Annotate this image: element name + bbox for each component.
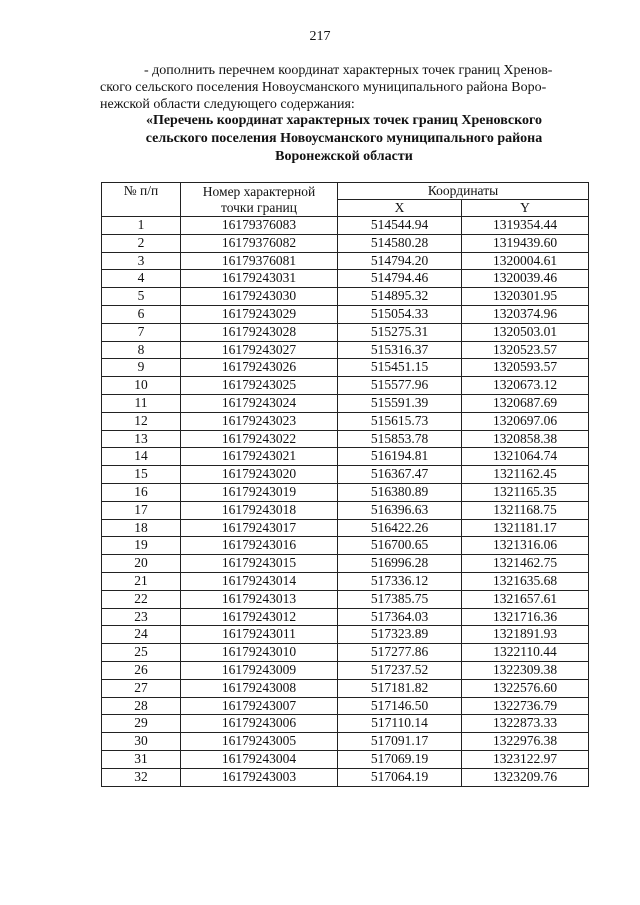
cell-point: 16179243022 bbox=[181, 430, 338, 448]
cell-x: 514580.28 bbox=[338, 234, 462, 252]
cell-point: 16179243010 bbox=[181, 644, 338, 662]
cell-point: 16179243015 bbox=[181, 555, 338, 573]
header-point bbox=[181, 183, 338, 217]
table-row bbox=[102, 644, 589, 662]
cell-num: 10 bbox=[102, 377, 181, 395]
cell-point: 16179243017 bbox=[181, 519, 338, 537]
table-row bbox=[102, 448, 589, 466]
cell-num: 16 bbox=[102, 483, 181, 501]
cell-num: 17 bbox=[102, 501, 181, 519]
table-row bbox=[102, 626, 589, 644]
cell-y: 1319439.60 bbox=[462, 234, 589, 252]
cell-point: 16179243027 bbox=[181, 341, 338, 359]
cell-x: 514794.20 bbox=[338, 252, 462, 270]
cell-y: 1320687.69 bbox=[462, 394, 589, 412]
table-row bbox=[102, 359, 589, 377]
cell-point: 16179243023 bbox=[181, 412, 338, 430]
cell-x: 516700.65 bbox=[338, 537, 462, 555]
cell-x: 515275.31 bbox=[338, 323, 462, 341]
table-row bbox=[102, 697, 589, 715]
coordinates-table bbox=[101, 182, 589, 787]
cell-point: 16179243024 bbox=[181, 394, 338, 412]
cell-y: 1320858.38 bbox=[462, 430, 589, 448]
cell-point: 16179243007 bbox=[181, 697, 338, 715]
cell-x: 516194.81 bbox=[338, 448, 462, 466]
page-number: 217 bbox=[309, 29, 331, 44]
cell-x: 515451.15 bbox=[338, 359, 462, 377]
table-body bbox=[102, 217, 589, 787]
cell-num: 26 bbox=[102, 661, 181, 679]
cell-point: 16179243013 bbox=[181, 590, 338, 608]
cell-num: 4 bbox=[102, 270, 181, 288]
cell-y: 1321716.36 bbox=[462, 608, 589, 626]
cell-y: 1320039.46 bbox=[462, 270, 589, 288]
cell-x: 517237.52 bbox=[338, 661, 462, 679]
cell-y: 1322110.44 bbox=[462, 644, 589, 662]
title-line-3: Воронежской области bbox=[275, 149, 413, 164]
table-row bbox=[102, 661, 589, 679]
cell-x: 514895.32 bbox=[338, 288, 462, 306]
cell-y: 1321162.45 bbox=[462, 466, 589, 484]
cell-num: 28 bbox=[102, 697, 181, 715]
cell-num: 6 bbox=[102, 305, 181, 323]
table-row bbox=[102, 555, 589, 573]
table-title bbox=[100, 112, 588, 166]
cell-x: 515591.39 bbox=[338, 394, 462, 412]
table-row bbox=[102, 323, 589, 341]
cell-num: 23 bbox=[102, 608, 181, 626]
cell-num: 27 bbox=[102, 679, 181, 697]
header-point-line-1: Номер характерной bbox=[202, 183, 316, 199]
cell-num: 8 bbox=[102, 341, 181, 359]
cell-point: 16179243029 bbox=[181, 305, 338, 323]
cell-y: 1320697.06 bbox=[462, 412, 589, 430]
table-row bbox=[102, 715, 589, 733]
cell-num: 21 bbox=[102, 572, 181, 590]
table-row bbox=[102, 501, 589, 519]
cell-num: 12 bbox=[102, 412, 181, 430]
cell-y: 1322873.33 bbox=[462, 715, 589, 733]
table-row bbox=[102, 430, 589, 448]
table-row bbox=[102, 252, 589, 270]
table-row bbox=[102, 733, 589, 751]
cell-num: 22 bbox=[102, 590, 181, 608]
table-row bbox=[102, 412, 589, 430]
table-header bbox=[102, 183, 589, 217]
cell-y: 1321064.74 bbox=[462, 448, 589, 466]
cell-y: 1322976.38 bbox=[462, 733, 589, 751]
cell-y: 1321316.06 bbox=[462, 537, 589, 555]
cell-point: 16179243014 bbox=[181, 572, 338, 590]
table-row bbox=[102, 234, 589, 252]
cell-point: 16179243019 bbox=[181, 483, 338, 501]
table-row bbox=[102, 466, 589, 484]
cell-point: 16179243031 bbox=[181, 270, 338, 288]
cell-y: 1319354.44 bbox=[462, 217, 589, 235]
cell-num: 20 bbox=[102, 555, 181, 573]
header-x: X bbox=[338, 200, 462, 217]
cell-num: 1 bbox=[102, 217, 181, 235]
cell-point: 16179243028 bbox=[181, 323, 338, 341]
cell-y: 1321181.17 bbox=[462, 519, 589, 537]
table-row bbox=[102, 572, 589, 590]
cell-point: 16179243008 bbox=[181, 679, 338, 697]
cell-x: 517069.19 bbox=[338, 750, 462, 768]
cell-num: 32 bbox=[102, 768, 181, 786]
cell-num: 19 bbox=[102, 537, 181, 555]
cell-point: 16179243018 bbox=[181, 501, 338, 519]
cell-point: 16179243009 bbox=[181, 661, 338, 679]
cell-point: 16179376083 bbox=[181, 217, 338, 235]
cell-num: 7 bbox=[102, 323, 181, 341]
cell-num: 25 bbox=[102, 644, 181, 662]
cell-num: 31 bbox=[102, 750, 181, 768]
intro-line-1: - дополнить перечнем координат характерных точек границ Хренов- bbox=[144, 63, 553, 78]
cell-point: 16179243005 bbox=[181, 733, 338, 751]
table-row bbox=[102, 270, 589, 288]
cell-num: 11 bbox=[102, 394, 181, 412]
intro-line-3: нежской области следующего содержания: bbox=[100, 97, 355, 112]
cell-y: 1320673.12 bbox=[462, 377, 589, 395]
cell-point: 16179243004 bbox=[181, 750, 338, 768]
cell-x: 517110.14 bbox=[338, 715, 462, 733]
table-row bbox=[102, 537, 589, 555]
cell-x: 515853.78 bbox=[338, 430, 462, 448]
table-row bbox=[102, 305, 589, 323]
cell-point: 16179243011 bbox=[181, 626, 338, 644]
cell-num: 9 bbox=[102, 359, 181, 377]
cell-y: 1320374.96 bbox=[462, 305, 589, 323]
cell-x: 517091.17 bbox=[338, 733, 462, 751]
cell-y: 1322309.38 bbox=[462, 661, 589, 679]
cell-point: 16179376082 bbox=[181, 234, 338, 252]
cell-y: 1321462.75 bbox=[462, 555, 589, 573]
table-row bbox=[102, 377, 589, 395]
cell-num: 30 bbox=[102, 733, 181, 751]
title-line-1: «Перечень координат характерных точек границ Хреновского bbox=[145, 113, 543, 128]
cell-num: 5 bbox=[102, 288, 181, 306]
cell-num: 18 bbox=[102, 519, 181, 537]
table-row bbox=[102, 288, 589, 306]
cell-y: 1320523.57 bbox=[462, 341, 589, 359]
cell-point: 16179243003 bbox=[181, 768, 338, 786]
cell-x: 516380.89 bbox=[338, 483, 462, 501]
cell-y: 1322736.79 bbox=[462, 697, 589, 715]
cell-y: 1321657.61 bbox=[462, 590, 589, 608]
cell-y: 1321635.68 bbox=[462, 572, 589, 590]
cell-y: 1322576.60 bbox=[462, 679, 589, 697]
cell-point: 16179243021 bbox=[181, 448, 338, 466]
cell-x: 514794.46 bbox=[338, 270, 462, 288]
cell-x: 516422.26 bbox=[338, 519, 462, 537]
cell-x: 516367.47 bbox=[338, 466, 462, 484]
cell-num: 15 bbox=[102, 466, 181, 484]
cell-num: 29 bbox=[102, 715, 181, 733]
cell-x: 515316.37 bbox=[338, 341, 462, 359]
cell-x: 517385.75 bbox=[338, 590, 462, 608]
cell-x: 517064.19 bbox=[338, 768, 462, 786]
cell-x: 515615.73 bbox=[338, 412, 462, 430]
table-row bbox=[102, 608, 589, 626]
cell-point: 16179243016 bbox=[181, 537, 338, 555]
cell-point: 16179243026 bbox=[181, 359, 338, 377]
title-line-2: сельского поселения Новоусманского муниципального района bbox=[145, 131, 543, 146]
table-row bbox=[102, 519, 589, 537]
header-point-line-2: точки границ bbox=[220, 199, 298, 215]
header-y: Y bbox=[462, 200, 589, 217]
header-num: № п/п bbox=[102, 183, 181, 217]
table-row bbox=[102, 750, 589, 768]
cell-point: 16179243020 bbox=[181, 466, 338, 484]
cell-x: 515577.96 bbox=[338, 377, 462, 395]
cell-point: 16179243006 bbox=[181, 715, 338, 733]
intro-line-2: ского сельского поселения Новоусманского муниципального района Воро- bbox=[100, 80, 547, 95]
table-row bbox=[102, 768, 589, 786]
table-row bbox=[102, 394, 589, 412]
intro-paragraph bbox=[100, 62, 588, 113]
cell-x: 515054.33 bbox=[338, 305, 462, 323]
cell-y: 1323209.76 bbox=[462, 768, 589, 786]
table-row bbox=[102, 679, 589, 697]
cell-point: 16179243012 bbox=[181, 608, 338, 626]
cell-y: 1323122.97 bbox=[462, 750, 589, 768]
cell-num: 3 bbox=[102, 252, 181, 270]
cell-y: 1321168.75 bbox=[462, 501, 589, 519]
table-row bbox=[102, 217, 589, 235]
cell-x: 517336.12 bbox=[338, 572, 462, 590]
cell-point: 16179243025 bbox=[181, 377, 338, 395]
cell-y: 1320004.61 bbox=[462, 252, 589, 270]
cell-y: 1320503.01 bbox=[462, 323, 589, 341]
cell-num: 14 bbox=[102, 448, 181, 466]
cell-point: 16179243030 bbox=[181, 288, 338, 306]
cell-x: 517364.03 bbox=[338, 608, 462, 626]
cell-num: 24 bbox=[102, 626, 181, 644]
cell-y: 1320593.57 bbox=[462, 359, 589, 377]
cell-point: 16179376081 bbox=[181, 252, 338, 270]
table-row bbox=[102, 590, 589, 608]
cell-x: 514544.94 bbox=[338, 217, 462, 235]
cell-x: 517181.82 bbox=[338, 679, 462, 697]
table-row bbox=[102, 483, 589, 501]
cell-x: 517323.89 bbox=[338, 626, 462, 644]
cell-x: 517146.50 bbox=[338, 697, 462, 715]
header-coords: Координаты bbox=[338, 183, 589, 200]
cell-y: 1320301.95 bbox=[462, 288, 589, 306]
cell-y: 1321165.35 bbox=[462, 483, 589, 501]
cell-x: 517277.86 bbox=[338, 644, 462, 662]
cell-y: 1321891.93 bbox=[462, 626, 589, 644]
cell-num: 2 bbox=[102, 234, 181, 252]
table-row bbox=[102, 341, 589, 359]
cell-x: 516996.28 bbox=[338, 555, 462, 573]
cell-num: 13 bbox=[102, 430, 181, 448]
cell-x: 516396.63 bbox=[338, 501, 462, 519]
